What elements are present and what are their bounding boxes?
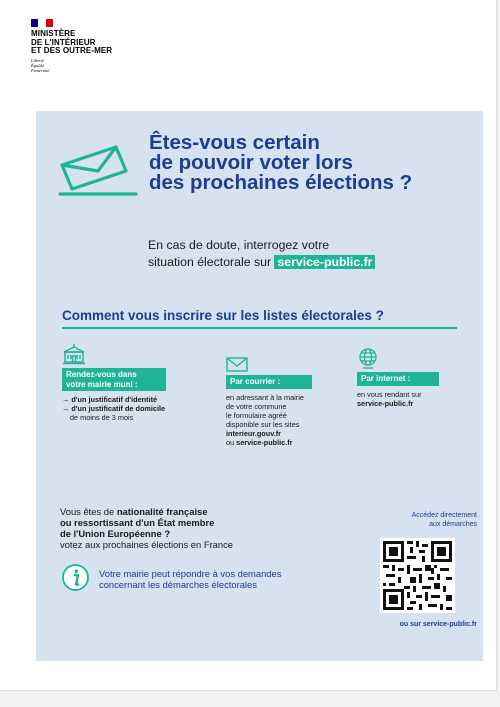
doubt-line-2-text: situation électorale sur bbox=[148, 255, 272, 269]
register-by-mail-column bbox=[226, 357, 312, 447]
service-public-mail-link[interactable]: service-public.fr bbox=[236, 437, 293, 447]
title-line: Êtes-vous certain bbox=[149, 131, 320, 154]
motto-line: Égalité bbox=[31, 63, 44, 68]
ministry-line: DE L'INTÉRIEUR bbox=[31, 37, 96, 47]
service-public-online-link[interactable]: service-public.fr bbox=[357, 398, 414, 408]
qr-code-icon[interactable] bbox=[380, 538, 455, 613]
doubt-line-1: En cas de doute, interrogez votre bbox=[148, 238, 330, 252]
access-procedures bbox=[412, 512, 477, 529]
mail-instructions bbox=[226, 393, 312, 447]
internet-badge: Par internet : bbox=[357, 372, 439, 386]
mail-line: le formulaire agréé bbox=[226, 410, 287, 420]
access-line: Accédez directement bbox=[411, 512, 477, 519]
mail-line: disponible sur les sites bbox=[226, 419, 300, 429]
badge-line: votre mairie muni : bbox=[66, 379, 138, 389]
envelope-icon bbox=[226, 357, 248, 372]
internet-instructions bbox=[357, 390, 439, 408]
town-hall-icon bbox=[62, 343, 86, 365]
info-message bbox=[99, 568, 281, 590]
ministry-line: ET DES OUTRE-MER bbox=[31, 46, 113, 55]
flag-red bbox=[46, 19, 53, 27]
internet-line: en vous rendant sur bbox=[357, 389, 422, 399]
title-line: de pouvoir voter lors bbox=[149, 151, 353, 174]
interieur-link[interactable]: interieur.gouv.fr bbox=[226, 428, 282, 438]
register-in-person-column bbox=[62, 343, 166, 422]
motto-line: Fraternité bbox=[31, 68, 50, 73]
nat-line-1-pre: Vous êtes de bbox=[60, 506, 115, 517]
mail-line: de votre commune bbox=[226, 401, 287, 411]
how-to-register-heading: Comment vous inscrire sur les listes électorales ? bbox=[62, 308, 384, 323]
access-line: aux démarches bbox=[429, 520, 477, 528]
badge-line: Rendez-vous dans bbox=[66, 370, 137, 379]
marianne-flag-icon bbox=[31, 19, 53, 27]
nat-line-4: votez aux prochaines élections en France bbox=[60, 539, 234, 550]
requirement-address: → d'un justificatif de domicile bbox=[62, 404, 166, 413]
nat-line-1-bold: nationalité française bbox=[116, 506, 208, 517]
ballot-envelope-icon bbox=[58, 141, 138, 197]
nat-line-3: de l'Union Européenne ? bbox=[60, 528, 171, 539]
info-icon bbox=[62, 564, 89, 591]
title-line: des prochaines élections ? bbox=[149, 171, 413, 194]
doubt-message bbox=[148, 237, 375, 271]
ministry-name bbox=[31, 30, 112, 56]
globe-icon bbox=[357, 347, 379, 369]
in-person-requirements bbox=[62, 395, 166, 422]
service-public-link[interactable]: service-public.fr bbox=[274, 255, 375, 269]
nat-line-2: ou ressortissant d'un État membre bbox=[60, 517, 215, 528]
mail-badge: Par courrier : bbox=[226, 375, 312, 389]
ministry-line: MINISTÈRE bbox=[31, 29, 76, 38]
info-line: concernant les démarches électorales bbox=[99, 579, 257, 590]
doubt-line-2 bbox=[148, 254, 375, 271]
motto-line: Liberté bbox=[31, 58, 44, 63]
requirement-id: → d'un justificatif d'identité bbox=[62, 395, 158, 404]
nationality-message bbox=[60, 506, 233, 550]
poster-title bbox=[149, 133, 412, 193]
election-poster bbox=[36, 111, 483, 661]
mail-line: en adressant à la mairie bbox=[226, 392, 304, 402]
heading-underline bbox=[62, 327, 457, 329]
info-line: Votre mairie peut répondre à vos demandes bbox=[99, 568, 282, 579]
flag-white bbox=[38, 19, 45, 27]
or-text: ou bbox=[226, 437, 235, 447]
republic-motto bbox=[31, 58, 50, 73]
requirement-age: de moins de 3 mois bbox=[70, 413, 134, 422]
flag-blue bbox=[31, 19, 38, 27]
register-online-column bbox=[357, 347, 439, 408]
in-person-badge bbox=[62, 368, 166, 391]
qr-caption[interactable]: ou sur service-public.fr bbox=[399, 621, 477, 628]
